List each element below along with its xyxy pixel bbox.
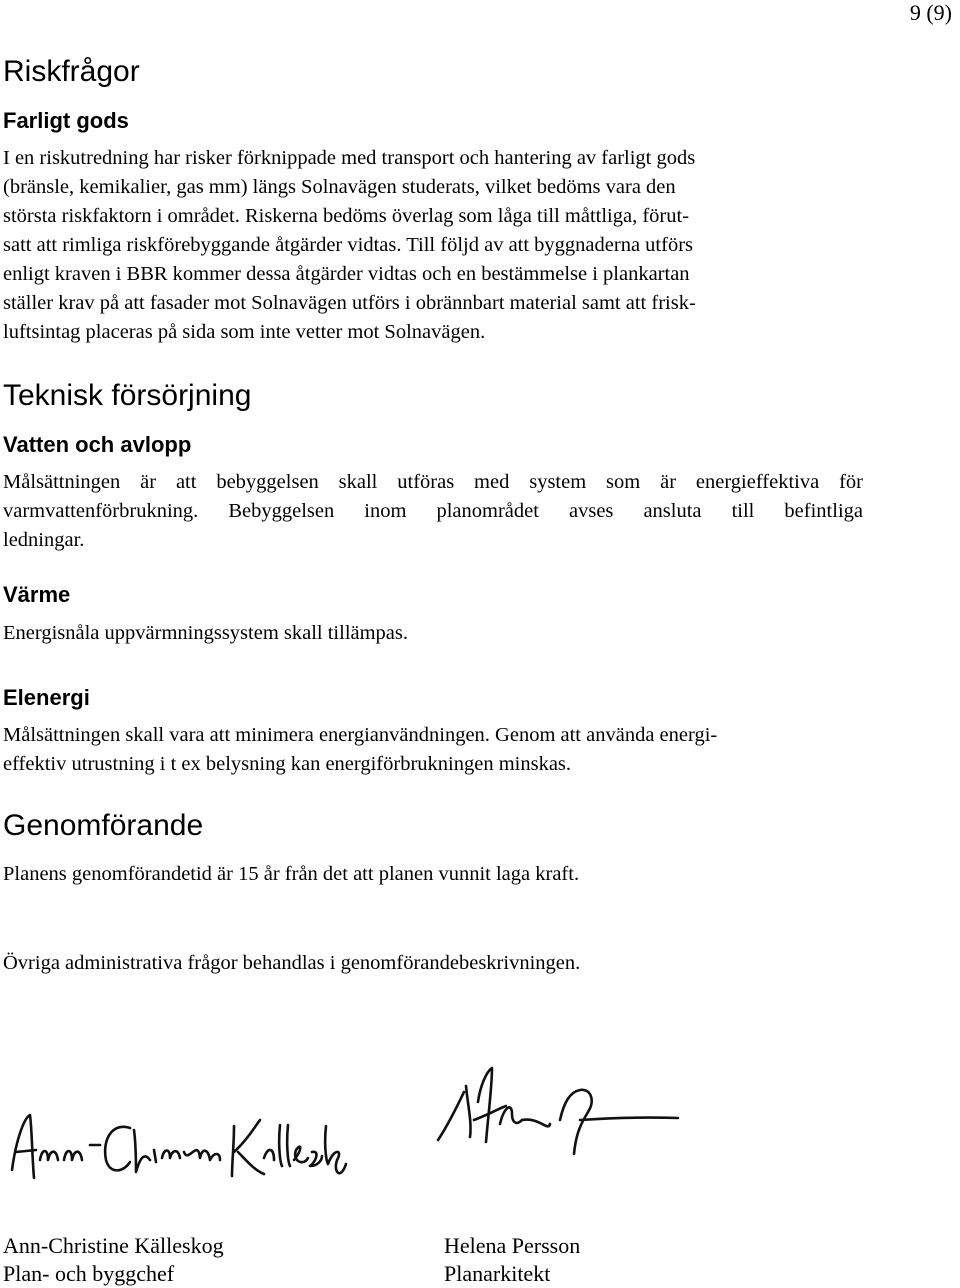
- text-line: luftsintag placeras på sida som inte vetter mot Solnavägen.: [3, 321, 486, 343]
- text-line: I en riskutredning har risker förknippade med transport och hantering av farligt gods: [3, 147, 696, 169]
- text-line: Övriga administrativa frågor behandlas i genomförandebeskrivningen.: [3, 952, 581, 974]
- paragraph-varme: [3, 619, 408, 648]
- subheading-varme: Värme: [3, 582, 71, 607]
- text-line: enligt kraven i BBR kommer dessa åtgärder vidtas och en bestämmelse i plankartan: [3, 263, 690, 285]
- paragraph-genomforandetid: [3, 860, 579, 889]
- paragraph-farligt-gods: [3, 144, 696, 347]
- signatory-name: Helena Persson: [444, 1233, 581, 1258]
- text-line: varmvattenförbrukning. Bebyggelsen inom planområdet avses ansluta till befintliga: [3, 500, 863, 522]
- text-line: (bränsle, kemikalier, gas mm) längs Solnavägen studerats, vilket bedöms vara den: [3, 176, 676, 198]
- text-line: effektiv utrustning i t ex belysning kan energiförbrukningen minskas.: [3, 753, 572, 775]
- section-heading-riskfragor: Riskfrågor: [3, 55, 140, 88]
- signatory-title: Plan- och byggchef: [3, 1261, 175, 1286]
- text-line: satt att rimliga riskförebyggande åtgärder vidtas. Till följd av att byggnaderna utförs: [3, 234, 694, 256]
- text-line: ställer krav på att fasader mot Solnavägen utförs i obrännbart material samt att frisk-: [3, 292, 696, 314]
- text-line: största riskfaktorn i området. Riskerna bedöms överlag som låga till måttliga, förut-: [3, 205, 690, 227]
- signature-block-right: [444, 1232, 580, 1288]
- section-heading-genomforande: Genomförande: [3, 809, 204, 842]
- signature-block-left: [3, 1232, 224, 1288]
- paragraph-vatten-och-avlopp: [3, 468, 863, 555]
- subheading-vatten-och-avlopp: Vatten och avlopp: [3, 432, 192, 457]
- signatory-title: Planarkitekt: [444, 1261, 551, 1286]
- text-line: ledningar.: [3, 529, 85, 551]
- paragraph-ovriga-fragor: [3, 949, 580, 978]
- subheading-elenergi: Elenergi: [3, 685, 90, 710]
- page-number: 9 (9): [909, 0, 952, 25]
- signature-helena-persson: [430, 1062, 690, 1182]
- text-line: Planens genomförandetid är 15 år från det att planen vunnit laga kraft.: [3, 863, 580, 885]
- subheading-farligt-gods: Farligt gods: [3, 108, 129, 133]
- text-line: Målsättningen skall vara att minimera energianvändningen. Genom att använda energi-: [3, 724, 718, 746]
- paragraph-elenergi: [3, 721, 717, 779]
- text-line: Målsättningen är att bebyggelsen skall utföras med system som är energieffektiva för: [3, 471, 863, 493]
- signatory-name: Ann-Christine Källeskog: [3, 1233, 224, 1258]
- text-line: Energisnåla uppvärmningssystem skall tillämpas.: [3, 622, 409, 644]
- section-heading-teknisk-forsorjning: Teknisk försörjning: [3, 379, 252, 412]
- signature-ann-christine-kalleskog: [2, 1100, 352, 1200]
